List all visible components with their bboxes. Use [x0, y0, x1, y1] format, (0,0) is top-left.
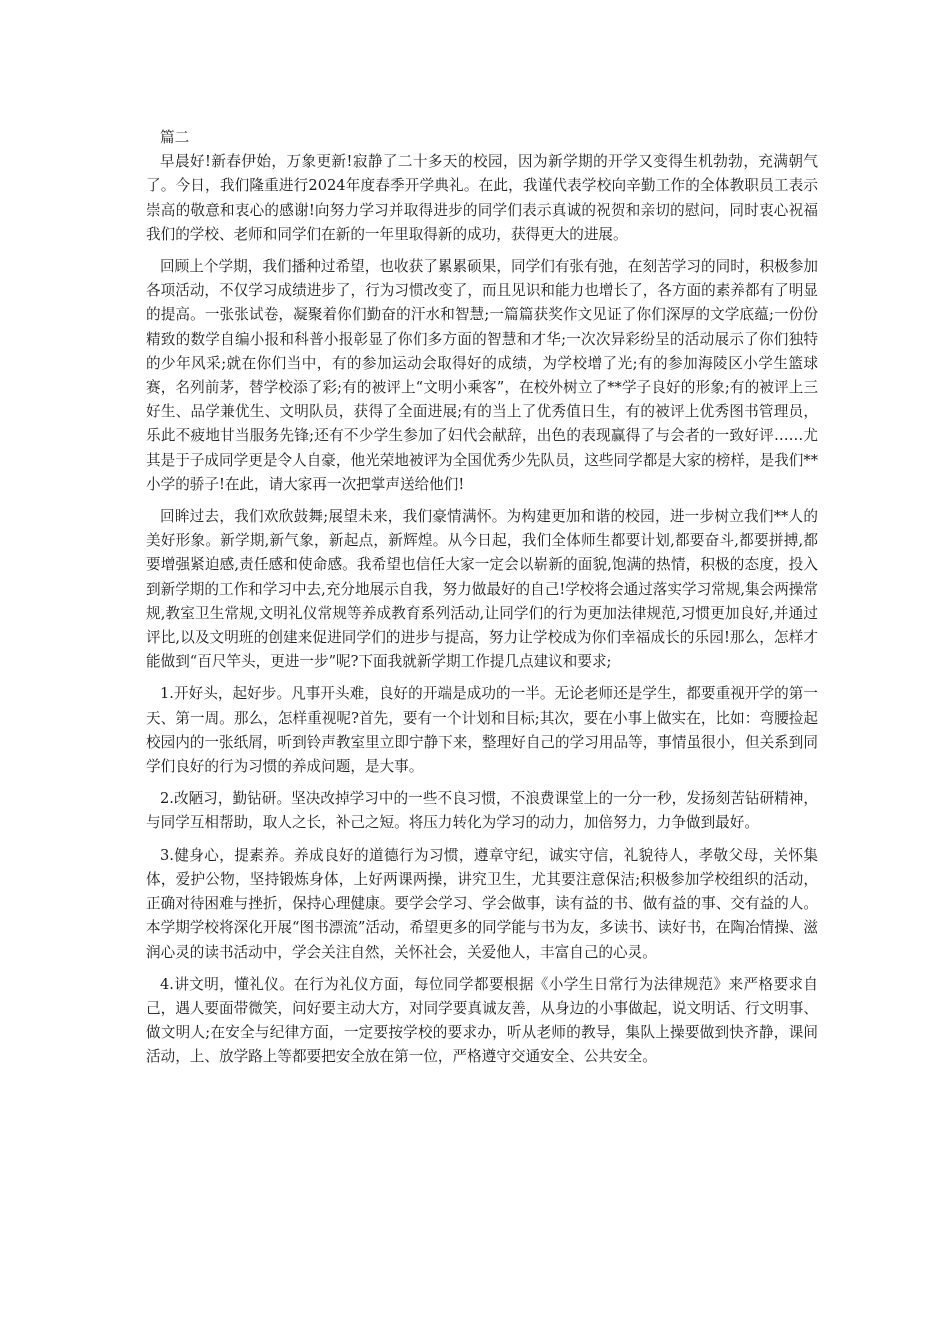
list-item [146, 787, 818, 835]
list-item-number: 1. [160, 685, 174, 703]
list-item [146, 973, 818, 1070]
list-item-text: 讲文明，懂礼仪。在行为礼仪方面，每位同学都要根据《小学生日常行为法律规范》来严格要求自己，遇人要面带微笑，问好要主动大方，对同学要真诚友善，从身边的小事做起，说文明话、行文明事、做文明人;在安全与纪律方面，一定要按学校的要求办，听从老师的教导，集队上操要做到快齐静，课间活动，上、放学路上等都要把安全放在第一位，严格遵守交通安全、公共安全。 [146, 975, 818, 1066]
document-body [146, 126, 818, 1078]
list-item-text: 健身心，提素养。养成良好的道德行为习惯，遵章守纪，诚实守信，礼貌待人，孝敬父母，关怀集体，爱护公物，坚持锻炼身体，上好两课两操，讲究卫生，尤其要注意保洁;积极参加学校组织的活动，正确对待困难与挫折，保持心理健康。要学会学习、学会做事，读有益的书、做有益的事、交有益的人。本学期学校将深化开展“图书漂流”活动，希望更多的同学能与书为友，多读书、读好书，在陶冶情操、滋润心灵的读书活动中，学会关注自然，关怀社会，关爱他人，丰富自己的心灵。 [146, 846, 818, 961]
list-item-number: 4. [160, 975, 174, 993]
paragraph-review: 回顾上个学期，我们播种过希望，也收获了累累硕果，同学们有张有弛，在刻苦学习的同时，积极参加各项活动，不仅学习成绩进步了，行为习惯改变了，而且见识和能力也增长了，各方面的素养都有了明显的提高。一张张试卷，凝聚着你们勤奋的汗水和智慧;一篇篇获奖作文见证了你们深厚的文学底蕴;一份份精致的数学自编小报和科普小报彰显了你们多方面的智慧和才华;一次次异彩纷呈的活动展示了你们独特的少年风采;就在你们当中，有的参加运动会取得好的成绩，为学校增了光;有的参加海陵区小学生篮球赛，名列前茅，替学校添了彩;有的被评上“文明小乘客”，在校外树立了**学子良好的形象;有的被评上三好生、品学兼优生、文明队员，获得了全面进展;有的当上了优秀值日生，有的被评上优秀图书管理员，乐此不疲地甘当服务先锋;还有不少学生参加了妇代会献辞，出色的表现赢得了与会者的一致好评……尤其是于子成同学更是令人自豪，他光荣地被评为全国优秀少先队员，这些同学都是大家的榜样，是我们**小学的骄子!在此，请大家再一次把掌声送给他们! [146, 258, 818, 493]
section-heading: 篇二 [160, 129, 190, 146]
list-item-text: 改陋习，勤钻研。坚决改掉学习中的一些不良习惯，不浪费课堂上的一分一秒，发扬刻苦钻研精神，与同学互相帮助，取人之长，补己之短。将压力转化为学习的动力，加倍努力，力争做到最好。 [146, 790, 818, 832]
list-item-number: 3. [160, 846, 174, 864]
list-item-number: 2. [160, 790, 174, 808]
paragraph-outlook: 回眸过去，我们欢欣鼓舞;展望未来，我们豪情满怀。为构建更加和谐的校园，进一步树立我们**人的美好形象。新学期,新气象，新起点，新辉煌。从今日起，我们全体师生都要计划,都要奋斗,都要拼搏,都要增强紧迫感,责任感和使命感。我希望也信任大家一定会以崭新的面貌,饱满的热情，积极的态度，投入到新学期的工作和学习中去,充分地展示自我，努力做最好的自己!学校将会通过落实学习常规,集会两操常规,教室卫生常规,文明礼仪常规等养成教育系列活动,让同学们的行为更加法律规范,习惯更加良好,并通过评比,以及文明班的创建来促进同学们的进步与提高，努力让学校成为你们幸福成长的乐园!那么，怎样才能做到“百尺竿头，更进一步”呢?下面我就新学期工作提几点建议和要求; [146, 508, 818, 671]
paragraph-greeting: 早晨好!新春伊始，万象更新!寂静了二十多天的校园，因为新学期的开学又变得生机勃勃，充满朝气了。今日，我们隆重进行2024年度春季开学典礼。在此，我谨代表学校向辛勤工作的全体教职员工表示崇高的敬意和衷心的感谢!向努力学习并取得进步的同学们表示真诚的祝贺和亲切的慰问，同时衷心祝福我们的学校、老师和同学们在新的一年里取得新的成功，获得更大的进展。 [146, 153, 818, 243]
list-item [146, 682, 818, 779]
list-item [146, 844, 818, 965]
list-item-text: 开好头，起好步。凡事开头难，良好的开端是成功的一半。无论老师还是学生，都要重视开学的第一天、第一周。那么，怎样重视呢?首先，要有一个计划和目标;其次，要在小事上做实在，比如：弯腰捡起校园内的一张纸屑，听到铃声教室里立即宁静下来，整理好自己的学习用品等，事情虽很小，但关系到同学们良好的行为习惯的养成问题，是大事。 [146, 685, 818, 776]
